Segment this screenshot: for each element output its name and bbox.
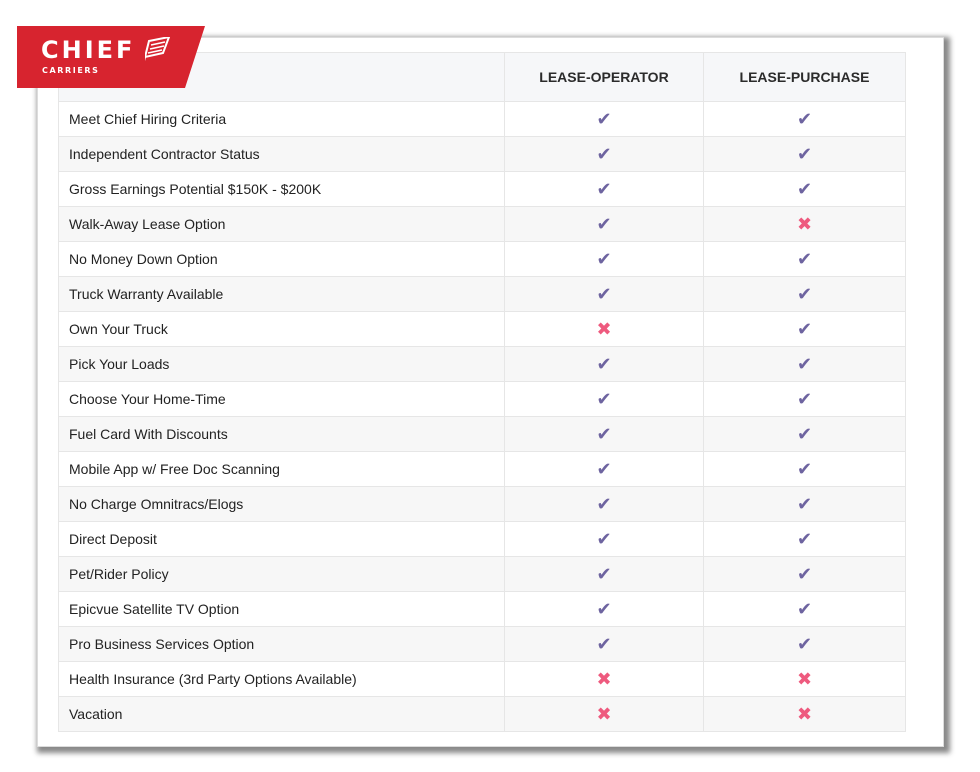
cross-icon: ✖	[505, 662, 704, 697]
comparison-table	[58, 52, 906, 732]
check-icon: ✔	[704, 102, 906, 137]
check-icon: ✔	[505, 592, 704, 627]
check-icon: ✔	[704, 417, 906, 452]
feature-label: Gross Earnings Potential $150K - $200K	[59, 172, 505, 207]
column-header-lease-operator: LEASE-OPERATOR	[505, 53, 704, 102]
feature-label: Health Insurance (3rd Party Options Available)	[59, 662, 505, 697]
table-row	[59, 137, 906, 172]
check-icon: ✔	[505, 382, 704, 417]
table-row	[59, 242, 906, 277]
check-icon: ✔	[505, 137, 704, 172]
feature-label: No Money Down Option	[59, 242, 505, 277]
table-row	[59, 277, 906, 312]
table-row	[59, 487, 906, 522]
feature-label: Pet/Rider Policy	[59, 557, 505, 592]
check-icon: ✔	[505, 522, 704, 557]
check-icon: ✔	[505, 347, 704, 382]
feature-label: No Charge Omnitracs/Elogs	[59, 487, 505, 522]
feature-label: Mobile App w/ Free Doc Scanning	[59, 452, 505, 487]
chief-carriers-logo	[17, 26, 205, 88]
check-icon: ✔	[704, 172, 906, 207]
cross-icon: ✖	[505, 312, 704, 347]
flag-icon	[145, 37, 171, 65]
check-icon: ✔	[704, 557, 906, 592]
table-row	[59, 522, 906, 557]
cross-icon: ✖	[704, 697, 906, 732]
column-header-lease-purchase: LEASE-PURCHASE	[704, 53, 906, 102]
check-icon: ✔	[505, 277, 704, 312]
check-icon: ✔	[704, 452, 906, 487]
check-icon: ✔	[505, 557, 704, 592]
feature-label: Walk-Away Lease Option	[59, 207, 505, 242]
check-icon: ✔	[704, 347, 906, 382]
feature-label: Truck Warranty Available	[59, 277, 505, 312]
table-row	[59, 207, 906, 242]
table-row	[59, 417, 906, 452]
check-icon: ✔	[704, 487, 906, 522]
cross-icon: ✖	[505, 697, 704, 732]
check-icon: ✔	[505, 417, 704, 452]
table-row	[59, 452, 906, 487]
check-icon: ✔	[704, 242, 906, 277]
feature-label: Epicvue Satellite TV Option	[59, 592, 505, 627]
check-icon: ✔	[505, 172, 704, 207]
check-icon: ✔	[505, 102, 704, 137]
table-row	[59, 662, 906, 697]
table-row	[59, 172, 906, 207]
table-row	[59, 697, 906, 732]
table-row	[59, 102, 906, 137]
check-icon: ✔	[505, 627, 704, 662]
check-icon: ✔	[505, 487, 704, 522]
feature-label: Own Your Truck	[59, 312, 505, 347]
check-icon: ✔	[704, 312, 906, 347]
table-row	[59, 382, 906, 417]
feature-label: Fuel Card With Discounts	[59, 417, 505, 452]
check-icon: ✔	[704, 592, 906, 627]
logo-subtitle: CARRIERS	[42, 66, 100, 75]
table-row	[59, 312, 906, 347]
check-icon: ✔	[704, 277, 906, 312]
feature-label: Independent Contractor Status	[59, 137, 505, 172]
table-row	[59, 347, 906, 382]
check-icon: ✔	[505, 207, 704, 242]
check-icon: ✔	[505, 452, 704, 487]
cross-icon: ✖	[704, 207, 906, 242]
feature-label: Pick Your Loads	[59, 347, 505, 382]
check-icon: ✔	[704, 522, 906, 557]
table-row	[59, 557, 906, 592]
cross-icon: ✖	[704, 662, 906, 697]
table-row	[59, 592, 906, 627]
feature-label: Meet Chief Hiring Criteria	[59, 102, 505, 137]
feature-label: Choose Your Home-Time	[59, 382, 505, 417]
check-icon: ✔	[704, 137, 906, 172]
logo-wordmark: CHIEF	[41, 36, 136, 64]
feature-label: Pro Business Services Option	[59, 627, 505, 662]
table-row	[59, 627, 906, 662]
check-icon: ✔	[704, 382, 906, 417]
comparison-card	[38, 38, 943, 746]
feature-label: Vacation	[59, 697, 505, 732]
check-icon: ✔	[704, 627, 906, 662]
table-body	[59, 102, 906, 732]
check-icon: ✔	[505, 242, 704, 277]
feature-label: Direct Deposit	[59, 522, 505, 557]
